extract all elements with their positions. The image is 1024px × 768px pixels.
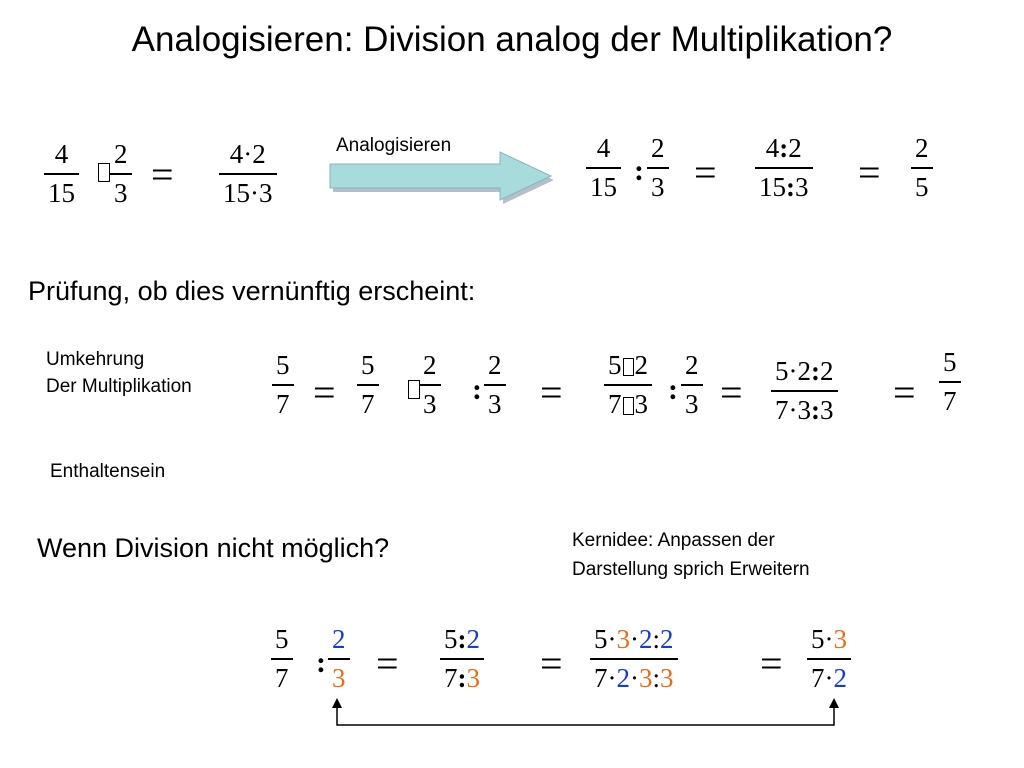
equals-sign: = (540, 370, 563, 415)
fraction: 4·2 15·3 (219, 141, 277, 207)
fraction: 2 3 (681, 352, 703, 418)
equals-sign: = (893, 370, 916, 415)
fraction: 5·3 7·2 (807, 626, 851, 692)
right-arrow-icon (326, 150, 568, 208)
fraction: 5 7 (272, 352, 294, 418)
equals-sign: = (694, 150, 717, 195)
fraction: 5·2:2 7·3:3 (771, 358, 838, 424)
fraction: 2 3 (328, 626, 350, 692)
colon-sign: : (668, 373, 678, 406)
fraction: 5 7 (357, 352, 379, 418)
fraction: 5 7 (271, 626, 293, 692)
fraction: 5:2 7:3 (440, 626, 484, 692)
colon-sign: : (472, 373, 482, 406)
equals-sign: = (313, 370, 336, 415)
equals-sign: = (540, 641, 563, 686)
umkehrung-note: Umkehrung Der Multiplikation (46, 349, 192, 397)
fraction: 2 3 (647, 135, 669, 201)
fraction: 2 3 (419, 352, 441, 418)
equals-sign: = (720, 370, 743, 415)
equals-sign: = (858, 150, 881, 195)
equals-sign: = (376, 641, 399, 686)
fraction: 5 2 7 3 (604, 352, 652, 418)
equals-sign: = (760, 641, 783, 686)
fraction: 5 7 (939, 349, 961, 415)
fraction: 4:2 15:3 (755, 135, 813, 201)
fraction: 2 5 (911, 135, 933, 201)
colon-sign: : (316, 646, 326, 679)
question-heading: Wenn Division nicht möglich? (37, 533, 390, 563)
arrow-label: Analogisieren (336, 135, 452, 156)
fraction: 4 15 (586, 135, 621, 201)
missing-glyph-box (98, 163, 110, 182)
kernidee-note: Kernidee: Anpassen der Darstellung sprich Erweitern (572, 530, 810, 580)
connector-arrow-icon (326, 696, 846, 732)
colon-sign: : (634, 154, 644, 187)
fraction: 2 3 (110, 141, 132, 207)
fraction: 5·3·2:2 7·2·3:3 (590, 626, 678, 692)
fraction: 4 15 (44, 141, 79, 207)
fraction: 2 3 (484, 352, 506, 418)
equals-sign: = (151, 152, 174, 197)
check-heading: Prüfung, ob dies vernünftig erscheint: (28, 276, 476, 306)
page-title: Analogisieren: Division analog der Multiplikation? (131, 20, 893, 59)
enthaltensein-label: Enthaltensein (50, 461, 166, 482)
